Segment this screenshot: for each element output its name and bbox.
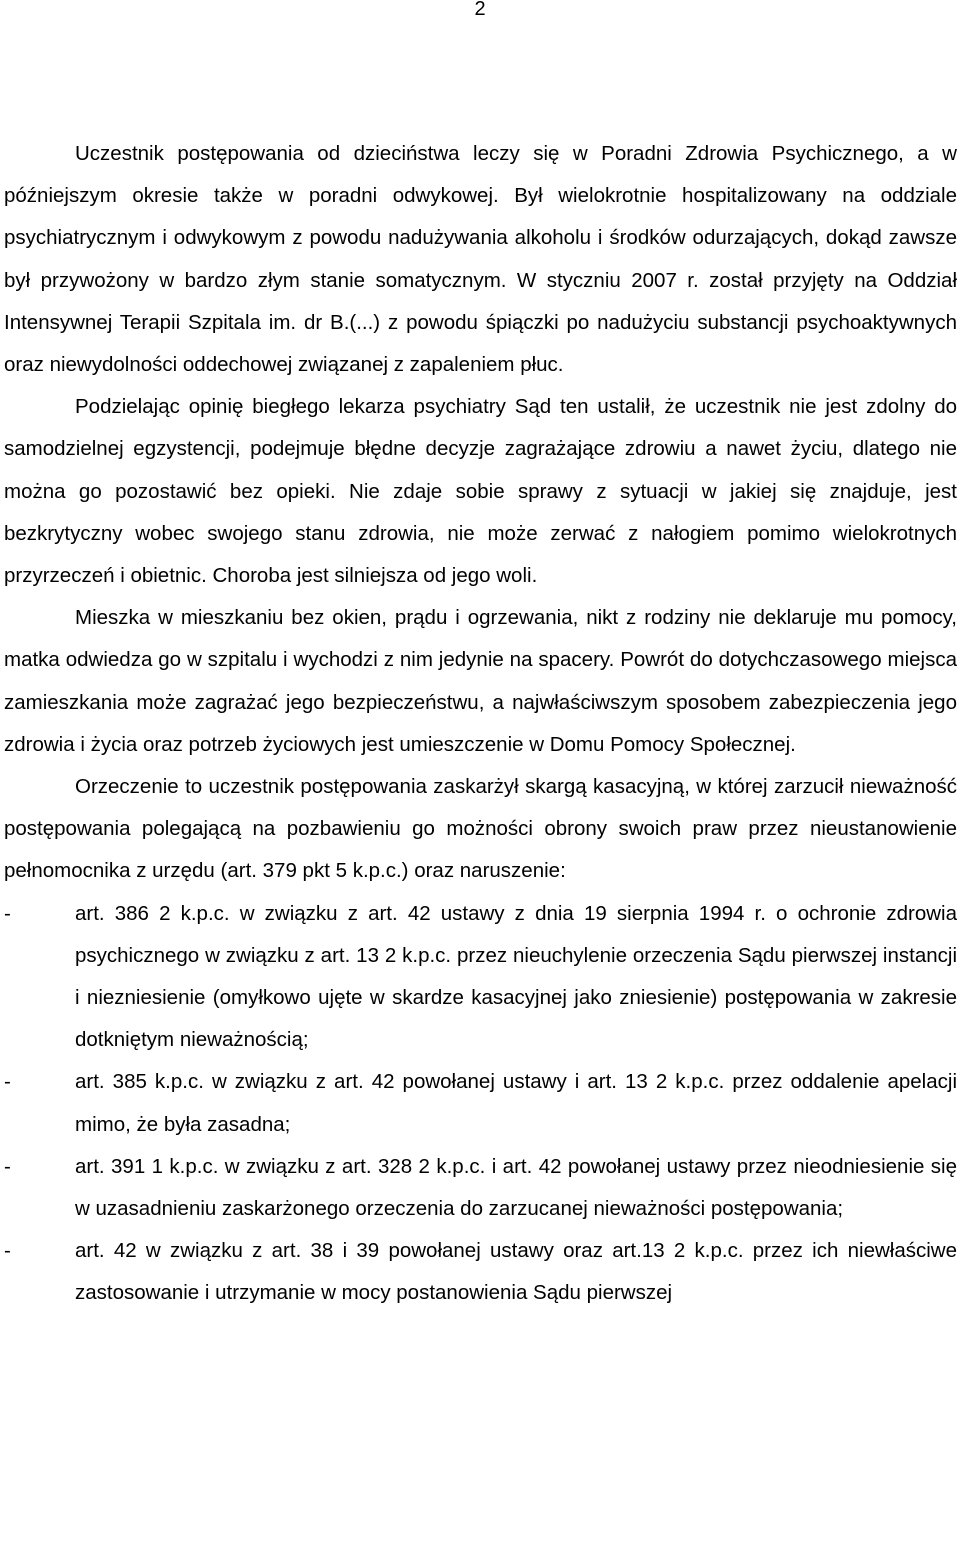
list-dash: - — [4, 1239, 11, 1263]
paragraph-patient-history: Uczestnik postępowania od dzieciństwa leczy się w Poradni Zdrowia Psychicznego, a w późniejszym okresie także w poradni odwykowej. Był wielokrotnie hospitalizowany na oddziale psychiatrycznym i odwykowym z powodu nadużywania alkoholu i środków odurzających, dokąd zawsze był przywożony w bardzo złym stanie somatycznym. W styczniu 2007 r. został przyjęty na Oddział Intensywnej Terapii Szpitala im. dr B.(...) z powodu śpiączki po nadużyciu substancji psychoaktywnych oraz niewydolności oddechowej związanej z zapaleniem płuc. — [4, 142, 957, 377]
list-item — [4, 1230, 957, 1314]
list-item — [4, 1061, 957, 1145]
document-body — [4, 133, 957, 1315]
page-number: 2 — [474, 0, 486, 20]
list-item-text: art. 386 2 k.p.c. w związku z art. 42 ustawy z dnia 19 sierpnia 1994 r. o ochronie zdrowia psychicznego w związku z art. 13 2 k.p.c. przez nieuchylenie orzeczenia Sądu pierwszej instancji i niezniesienie (omyłkowo ujęte w skardze kasacyjnej jako zniesienie) postępowania w zakresie dotkniętym nieważnością; — [75, 901, 957, 1052]
list-item-text: art. 42 w związku z art. 38 i 39 powołanej ustawy oraz art.13 2 k.p.c. przez ich niewłaściwe zastosowanie i utrzymanie w mocy postanowienia Sądu pierwszej — [75, 1239, 957, 1305]
list-item — [4, 1146, 957, 1230]
paragraph-cassation-appeal: Orzeczenie to uczestnik postępowania zaskarżył skargą kasacyjną, w której zarzucił nieważność postępowania polegającą na pozbawieniu go możności obrony swoich praw przez nieustanowienie pełnomocnika z urzędu (art. 379 pkt 5 k.p.c.) oraz naruszenie: — [4, 775, 957, 883]
list-dash: - — [4, 1070, 11, 1094]
paragraph-living-conditions: Mieszka w mieszkaniu bez okien, prądu i ogrzewania, nikt z rodziny nie deklaruje mu pomocy, matka odwiedza go w szpitalu i wychodzi z nim jedynie na spacery. Powrót do dotychczasowego miejsca zamieszkania może zagrażać jego bezpieczeństwu, a najwłaściwszym sposobem zabezpieczenia jego zdrowia i życia oraz potrzeb życiowych jest umieszczenie w Domu Pomocy Społecznej. — [4, 606, 957, 756]
list-item-text: art. 391 1 k.p.c. w związku z art. 328 2 k.p.c. i art. 42 powołanej ustawy przez nieodniesienie się w uzasadnieniu zaskarżonego orzeczenia do zarzucanej nieważności postępowania; — [75, 1154, 957, 1221]
list-item-text: art. 385 k.p.c. w związku z art. 42 powołanej ustawy i art. 13 2 k.p.c. przez oddalenie apelacji mimo, że była zasadna; — [75, 1070, 957, 1136]
list-item — [4, 893, 957, 1062]
list-dash: - — [4, 901, 11, 925]
allegations-list — [4, 893, 957, 1315]
list-dash: - — [4, 1154, 11, 1178]
paragraph-court-findings: Podzielając opinię biegłego lekarza psychiatry Sąd ten ustalił, że uczestnik nie jest zdolny do samodzielnej egzystencji, podejmuje błędne decyzje zagrażające zdrowiu a nawet życiu, dlatego nie można go pozostawić bez opieki. Nie zdaje sobie sprawy z sytuacji w jakiej się znajduje, jest bezkrytyczny wobec swojego stanu zdrowia, nie może zerwać z nałogiem pomimo wielokrotnych przyrzeczeń i obietnic. Choroba jest silniejsza od jego woli. — [4, 395, 957, 588]
